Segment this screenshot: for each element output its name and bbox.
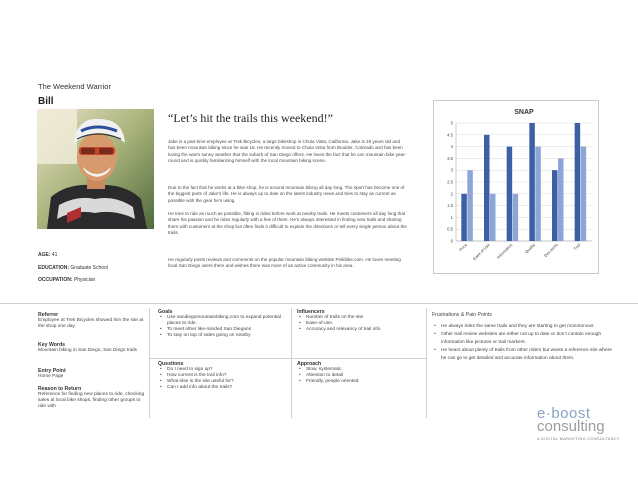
chart-bar bbox=[535, 147, 541, 241]
column-divider bbox=[149, 308, 150, 418]
chart-bar bbox=[461, 194, 467, 241]
demographic-education bbox=[38, 265, 108, 271]
snap-chart-svg bbox=[434, 101, 598, 273]
y-tick-label: 1 bbox=[450, 214, 453, 220]
demographic-age bbox=[38, 252, 57, 258]
education-label: EDUCATION: bbox=[38, 265, 70, 271]
x-tick-label: Ease of Use bbox=[471, 242, 491, 262]
logo-tagline: A DIGITAL MARKETING CONSULTANCY bbox=[537, 437, 620, 441]
demographic-occupation bbox=[38, 277, 95, 283]
list-item: • Can I add info about the trails? bbox=[158, 385, 290, 391]
frustrations-title: Frustrations & Pain Points bbox=[432, 312, 492, 318]
x-tick-label: Price bbox=[458, 242, 469, 253]
x-tick-label: Quality bbox=[523, 242, 537, 255]
influencers-title: Influencers bbox=[297, 309, 325, 315]
y-tick-label: 1.5 bbox=[447, 203, 453, 209]
list-item: • Ease-of-use. bbox=[297, 321, 425, 327]
list-item: • Attention to detail bbox=[297, 373, 425, 379]
persona-name: Bill bbox=[38, 96, 54, 107]
y-tick-label: 5 bbox=[450, 120, 453, 126]
approach-list bbox=[297, 367, 425, 385]
keywords-text: Mountain biking in San Diego, San Diego trails bbox=[38, 348, 137, 353]
x-tick-label: Information bbox=[495, 242, 514, 260]
reason-to-return-section bbox=[38, 386, 148, 410]
persona-type-label: The Weekend Warrior bbox=[38, 82, 111, 91]
list-item: • Do I need to sign up? bbox=[158, 367, 290, 373]
chart-title: SNAP bbox=[514, 109, 534, 116]
y-tick-label: 4.5 bbox=[447, 132, 453, 138]
chart-bar bbox=[467, 170, 473, 241]
keywords-title: Key Words bbox=[38, 342, 66, 348]
questions-list bbox=[158, 367, 290, 391]
list-item: • Accuracy and relevancy of trail info bbox=[297, 327, 425, 333]
chart-bar bbox=[529, 123, 535, 241]
education-value: Graduate School bbox=[70, 265, 108, 271]
approach-title: Approach bbox=[297, 361, 322, 367]
occupation-value: Physician bbox=[73, 277, 96, 283]
bio-paragraph: He tries to ride as much as possible, fitting in rides before work at nearby trails. He meets customers all day long that share his passion and he rides regularly with a few of them. He’s always interested in finding new trails and sharing them with customers at the shop but often finds it difficult to explain the directions or tell every single person about the trails. bbox=[168, 211, 407, 235]
entry-point-title: Entry Point bbox=[38, 368, 66, 374]
list-item: • He always rides the same trails and they are starting to get monotonous bbox=[432, 323, 612, 330]
entry-point-section bbox=[38, 368, 146, 380]
column-divider bbox=[426, 308, 427, 418]
column-divider bbox=[291, 308, 292, 418]
referrer-text: Employee at Trek Bicycles showed him the site at the shop one day. bbox=[38, 318, 144, 329]
frustrations-section bbox=[432, 312, 612, 363]
list-item: • Other trail review websites are either not up to date or don’t contain enough information like pictures or trail markers. bbox=[432, 331, 612, 346]
x-tick-label: Discounts bbox=[542, 242, 559, 259]
reason-title: Reason to Return bbox=[38, 386, 82, 392]
logo-text-line2: consulting bbox=[537, 418, 605, 435]
questions-section bbox=[158, 361, 290, 391]
logo-text-line1: e·boost bbox=[537, 405, 591, 422]
chart-bar bbox=[575, 123, 581, 241]
section-divider bbox=[0, 303, 638, 304]
y-tick-label: 0 bbox=[450, 238, 453, 244]
goals-title: Goals bbox=[158, 309, 173, 315]
y-tick-label: 4 bbox=[450, 144, 453, 150]
list-item: • Friendly, people oriented bbox=[297, 379, 425, 385]
referrer-title: Referrer bbox=[38, 312, 59, 318]
influencers-list bbox=[297, 315, 425, 333]
list-item: • Slow, systematic bbox=[297, 367, 425, 373]
entry-point-text: Home Page bbox=[38, 374, 64, 379]
approach-section bbox=[297, 361, 425, 385]
list-item: • Use sandiegomountainbiking.com to expand potential places to ride. bbox=[158, 315, 290, 327]
chart-bar bbox=[513, 194, 519, 241]
list-item: • What else is the site useful for? bbox=[158, 379, 290, 385]
reason-text: Reference for finding new places to ride, checking sales at local bike shops, finding other groups to ride with bbox=[38, 392, 145, 409]
snap-chart bbox=[433, 100, 599, 274]
persona-photo bbox=[37, 109, 154, 229]
list-item: • Number of trails on the site bbox=[297, 315, 425, 321]
row-divider bbox=[150, 358, 426, 359]
chart-bar bbox=[552, 170, 558, 241]
list-item: • He hears about plenty of trails from other riders but wants a reference site where he can go to get detailed and accurate information about them. bbox=[432, 347, 612, 362]
referrer-section bbox=[38, 312, 146, 330]
persona-quote: “Let’s hit the trails this weekend!” bbox=[168, 111, 333, 125]
chart-bar bbox=[558, 158, 564, 241]
eboost-logo bbox=[537, 405, 637, 441]
age-value: 41 bbox=[51, 252, 58, 258]
age-label: AGE: bbox=[38, 252, 51, 258]
x-tick-label: Trail bbox=[572, 242, 582, 252]
frustrations-list bbox=[432, 323, 612, 362]
goals-section bbox=[158, 309, 290, 339]
y-tick-label: 3 bbox=[450, 167, 453, 173]
list-item: • To stay on top of sales going on nearby bbox=[158, 333, 290, 339]
y-tick-label: 2 bbox=[450, 191, 453, 197]
bio-paragraph: Due to the fact that he works at a bike shop, he is around mountain biking all day long. The sport has become one of the biggest parts of Jake’s life. He is always up to date on the latest industry news and tries to stay as current as possible with the gear he’s using. bbox=[168, 185, 405, 203]
questions-title: Questions bbox=[158, 361, 184, 367]
keywords-section bbox=[38, 342, 146, 354]
influencers-section bbox=[297, 309, 425, 333]
occupation-label: OCCUPATION: bbox=[38, 277, 73, 283]
bio-paragraph: Jake is a part-time employee at Trek Bicycles, a large bikeshop in Chula Vista, California. Jake is 26 years old and has been mountain biking since he was 18. He recently moved to Chula Vista from Boulder, Colorado and has been loving the warm sunny weather that the suburb of San Diego offers. He loves the fact that he can mountain bike year-round and is quickly familiarizing himself with the local mountain biking scene. bbox=[168, 139, 407, 163]
cyclist-portrait-image bbox=[37, 109, 154, 229]
chart-bar bbox=[507, 147, 513, 241]
bio-paragraph: He regularly posts reviews and comments on the popular mountain biking website Pinkbike.com. He loves meeting local San Diego users there and wishes there was more of an active community in his area. bbox=[168, 257, 401, 269]
goals-list bbox=[158, 315, 290, 339]
chart-bar bbox=[490, 194, 496, 241]
chart-bar bbox=[484, 135, 490, 241]
y-tick-label: 3.5 bbox=[447, 155, 453, 161]
list-item: • How current is the trail info? bbox=[158, 373, 290, 379]
y-tick-label: 2.5 bbox=[447, 179, 453, 185]
y-tick-label: 0.5 bbox=[447, 226, 453, 232]
list-item: • To meet other like-minded San Diegans bbox=[158, 327, 290, 333]
chart-bar bbox=[581, 147, 587, 241]
